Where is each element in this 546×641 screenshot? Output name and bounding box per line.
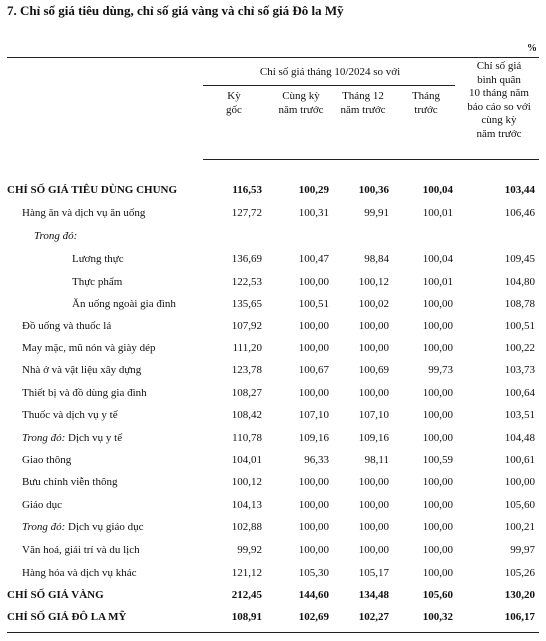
row-label: Lương thực bbox=[72, 253, 124, 265]
table-row bbox=[0, 429, 546, 451]
cell-avg: 109,45 bbox=[504, 253, 535, 265]
row-label: Thuốc và dịch vụ y tế bbox=[22, 409, 118, 421]
row-label bbox=[22, 521, 144, 533]
cell-dec: 100,36 bbox=[358, 184, 389, 196]
cell-prev: 100,00 bbox=[422, 387, 453, 399]
row-label: Bưu chính viễn thông bbox=[22, 476, 118, 488]
cell-same: 105,30 bbox=[298, 567, 329, 579]
row-label: CHỈ SỐ GIÁ VÀNG bbox=[7, 589, 104, 601]
cell-dec: 100,69 bbox=[358, 364, 389, 376]
header-col-avg bbox=[456, 60, 542, 141]
cell-same: 109,16 bbox=[298, 432, 329, 444]
cell-same: 100,31 bbox=[298, 207, 329, 219]
row-label-text: Dịch vụ giáo dục bbox=[65, 521, 144, 533]
cell-dec: 100,00 bbox=[358, 320, 389, 332]
header-col-prev-line1: Tháng bbox=[411, 90, 441, 102]
row-label: Văn hoá, giải trí và du lịch bbox=[22, 544, 140, 556]
row-label: Hàng ăn và dịch vụ ăn uống bbox=[22, 207, 146, 219]
cell-same: 100,00 bbox=[298, 521, 329, 533]
cell-same: 100,00 bbox=[298, 476, 329, 488]
header-col-base-line2: gốc bbox=[226, 103, 242, 116]
table-row bbox=[0, 496, 546, 518]
cell-base: 135,65 bbox=[231, 298, 262, 310]
cell-base: 108,91 bbox=[231, 611, 262, 623]
header-col-avg-line3: 10 tháng năm bbox=[469, 87, 529, 99]
row-label: Nhà ở và vật liệu xây dựng bbox=[22, 364, 142, 376]
cell-same: 107,10 bbox=[298, 409, 329, 421]
table-bottom-rule bbox=[7, 632, 539, 633]
row-label: May mặc, mũ nón và giày dép bbox=[22, 342, 156, 354]
cell-avg: 108,78 bbox=[504, 298, 535, 310]
row-label: Đồ uống và thuốc lá bbox=[22, 320, 112, 332]
table-row bbox=[0, 361, 546, 383]
cell-prev: 100,00 bbox=[422, 298, 453, 310]
header-col-prev bbox=[400, 90, 452, 117]
cell-avg: 100,22 bbox=[504, 342, 535, 354]
row-label: Thiết bị và đồ dùng gia đình bbox=[22, 387, 147, 399]
cell-avg: 106,17 bbox=[504, 611, 535, 623]
cell-prev: 100,00 bbox=[422, 409, 453, 421]
cell-dec: 100,00 bbox=[358, 476, 389, 488]
header-col-avg-line4: báo cáo so với bbox=[467, 100, 531, 113]
cell-base: 116,53 bbox=[232, 184, 262, 196]
cell-same: 100,00 bbox=[298, 499, 329, 511]
cell-avg: 105,26 bbox=[504, 567, 535, 579]
cell-avg: 104,48 bbox=[504, 432, 535, 444]
header-group-rule bbox=[203, 85, 455, 86]
unit-label: % bbox=[527, 43, 537, 54]
header-top-rule bbox=[7, 57, 539, 58]
cell-prev: 100,01 bbox=[422, 207, 453, 219]
header-col-base bbox=[208, 90, 260, 117]
cell-dec: 100,00 bbox=[358, 499, 389, 511]
row-label-prefix: Trong đó: bbox=[22, 521, 66, 533]
cell-same: 100,47 bbox=[298, 253, 329, 265]
cell-dec: 98,11 bbox=[364, 454, 389, 466]
cell-prev: 100,00 bbox=[422, 567, 453, 579]
cell-avg: 104,80 bbox=[504, 276, 535, 288]
table-row bbox=[0, 317, 546, 339]
cell-dec: 100,00 bbox=[358, 387, 389, 399]
cell-dec: 98,84 bbox=[364, 253, 389, 265]
table-row bbox=[0, 608, 546, 630]
table-row bbox=[0, 204, 546, 226]
cell-base: 104,01 bbox=[231, 454, 262, 466]
table-row bbox=[0, 273, 546, 295]
cell-dec: 105,17 bbox=[358, 567, 389, 579]
cell-prev: 100,00 bbox=[422, 320, 453, 332]
cell-base: 127,72 bbox=[231, 207, 262, 219]
cell-dec: 100,00 bbox=[358, 342, 389, 354]
table-row bbox=[0, 250, 546, 272]
header-col-avg-line6: năm trước bbox=[476, 127, 522, 140]
row-label bbox=[22, 432, 122, 444]
table-title: 7. Chỉ số giá tiêu dùng, chỉ số giá vàng và chỉ số giá Đô la Mỹ bbox=[7, 3, 344, 18]
cell-base: 121,12 bbox=[231, 567, 262, 579]
table-row bbox=[0, 384, 546, 406]
cell-same: 144,60 bbox=[298, 589, 329, 601]
table-row bbox=[0, 564, 546, 586]
cell-base: 123,78 bbox=[231, 364, 262, 376]
cell-avg: 100,51 bbox=[504, 320, 535, 332]
cell-avg: 103,51 bbox=[504, 409, 535, 421]
cell-prev: 100,01 bbox=[422, 276, 453, 288]
cell-avg: 100,00 bbox=[504, 476, 535, 488]
table-row bbox=[0, 406, 546, 428]
cell-base: 108,27 bbox=[231, 387, 262, 399]
cell-prev: 100,00 bbox=[422, 521, 453, 533]
table-row bbox=[0, 473, 546, 495]
cell-dec: 109,16 bbox=[358, 432, 389, 444]
table-row bbox=[0, 227, 546, 249]
table-row bbox=[0, 541, 546, 563]
cell-dec: 102,27 bbox=[358, 611, 389, 623]
cell-same: 100,00 bbox=[298, 320, 329, 332]
row-label: CHỈ SỐ GIÁ TIÊU DÙNG CHUNG bbox=[7, 184, 178, 196]
cell-prev: 100,00 bbox=[422, 342, 453, 354]
cell-same: 100,00 bbox=[298, 544, 329, 556]
cell-same: 100,29 bbox=[298, 184, 329, 196]
cell-prev: 100,00 bbox=[422, 432, 453, 444]
cell-base: 102,88 bbox=[231, 521, 262, 533]
cell-same: 100,00 bbox=[298, 387, 329, 399]
cell-base: 99,92 bbox=[237, 544, 262, 556]
cell-dec: 100,02 bbox=[358, 298, 389, 310]
cell-prev: 100,00 bbox=[422, 499, 453, 511]
row-label: Ăn uống ngoài gia đình bbox=[72, 298, 176, 310]
header-col-base-line1: Kỳ bbox=[227, 90, 241, 102]
cell-same: 96,33 bbox=[304, 454, 329, 466]
cell-base: 104,13 bbox=[231, 499, 262, 511]
table-row bbox=[0, 451, 546, 473]
cell-avg: 105,60 bbox=[504, 499, 535, 511]
table-row bbox=[0, 586, 546, 608]
table-row bbox=[0, 181, 546, 203]
cell-dec: 99,91 bbox=[364, 207, 389, 219]
table-row bbox=[0, 339, 546, 361]
cell-prev: 100,04 bbox=[422, 253, 453, 265]
table-row bbox=[0, 518, 546, 540]
cell-avg: 100,64 bbox=[504, 387, 535, 399]
header-col-prev-line2: trước bbox=[414, 103, 438, 116]
cell-prev: 99,73 bbox=[428, 364, 453, 376]
cell-avg: 100,61 bbox=[504, 454, 535, 466]
row-label: Thực phẩm bbox=[72, 276, 123, 288]
cell-prev: 100,32 bbox=[422, 611, 453, 623]
header-bottom-rule bbox=[203, 159, 539, 160]
header-col-dec-line1: Tháng 12 bbox=[342, 90, 384, 102]
table-row bbox=[0, 295, 546, 317]
cell-dec: 100,00 bbox=[358, 544, 389, 556]
row-label: Giao thông bbox=[22, 454, 72, 466]
cell-same: 100,51 bbox=[298, 298, 329, 310]
header-col-same-line2: năm trước bbox=[278, 103, 324, 116]
cell-prev: 100,04 bbox=[422, 184, 453, 196]
header-col-avg-line5: cùng kỳ bbox=[481, 114, 517, 126]
cell-dec: 100,12 bbox=[358, 276, 389, 288]
cell-avg: 130,20 bbox=[504, 589, 535, 601]
cell-base: 111,20 bbox=[232, 342, 262, 354]
header-col-avg-line1: Chỉ số giá bbox=[476, 60, 522, 72]
cell-base: 108,42 bbox=[231, 409, 262, 421]
header-col-dec bbox=[332, 90, 394, 117]
cell-base: 136,69 bbox=[231, 253, 262, 265]
cell-dec: 107,10 bbox=[358, 409, 389, 421]
row-label: Giáo dục bbox=[22, 499, 63, 511]
cell-base: 122,53 bbox=[231, 276, 262, 288]
row-label: CHỈ SỐ GIÁ ĐÔ LA MỸ bbox=[7, 611, 127, 623]
header-col-same bbox=[266, 90, 336, 117]
header-group-label: Chỉ số giá tháng 10/2024 so với bbox=[259, 66, 401, 78]
cell-dec: 100,00 bbox=[358, 521, 389, 533]
cell-base: 212,45 bbox=[231, 589, 262, 601]
cell-same: 102,69 bbox=[298, 611, 329, 623]
row-label: Hàng hóa và dịch vụ khác bbox=[22, 567, 137, 579]
cell-avg: 103,73 bbox=[504, 364, 535, 376]
cell-base: 100,12 bbox=[231, 476, 262, 488]
row-label-prefix: Trong đó: bbox=[22, 432, 66, 444]
header-col-dec-line2: năm trước bbox=[340, 103, 386, 116]
cell-dec: 134,48 bbox=[358, 589, 389, 601]
cell-same: 100,67 bbox=[298, 364, 329, 376]
cell-same: 100,00 bbox=[298, 342, 329, 354]
cell-prev: 100,00 bbox=[422, 476, 453, 488]
header-col-avg-line2: bình quân bbox=[477, 73, 521, 86]
cell-avg: 100,21 bbox=[504, 521, 535, 533]
cell-prev: 100,59 bbox=[422, 454, 453, 466]
cell-base: 107,92 bbox=[231, 320, 262, 332]
header-col-same-line1: Cùng kỳ bbox=[282, 90, 320, 102]
cell-prev: 105,60 bbox=[422, 589, 453, 601]
row-label-text: Dịch vụ y tế bbox=[65, 432, 123, 444]
cell-base: 110,78 bbox=[232, 432, 262, 444]
cell-avg: 103,44 bbox=[504, 184, 535, 196]
row-label: Trong đó: bbox=[34, 230, 78, 242]
cell-same: 100,00 bbox=[298, 276, 329, 288]
cell-prev: 100,00 bbox=[422, 544, 453, 556]
cell-avg: 99,97 bbox=[510, 544, 535, 556]
cell-avg: 106,46 bbox=[504, 207, 535, 219]
